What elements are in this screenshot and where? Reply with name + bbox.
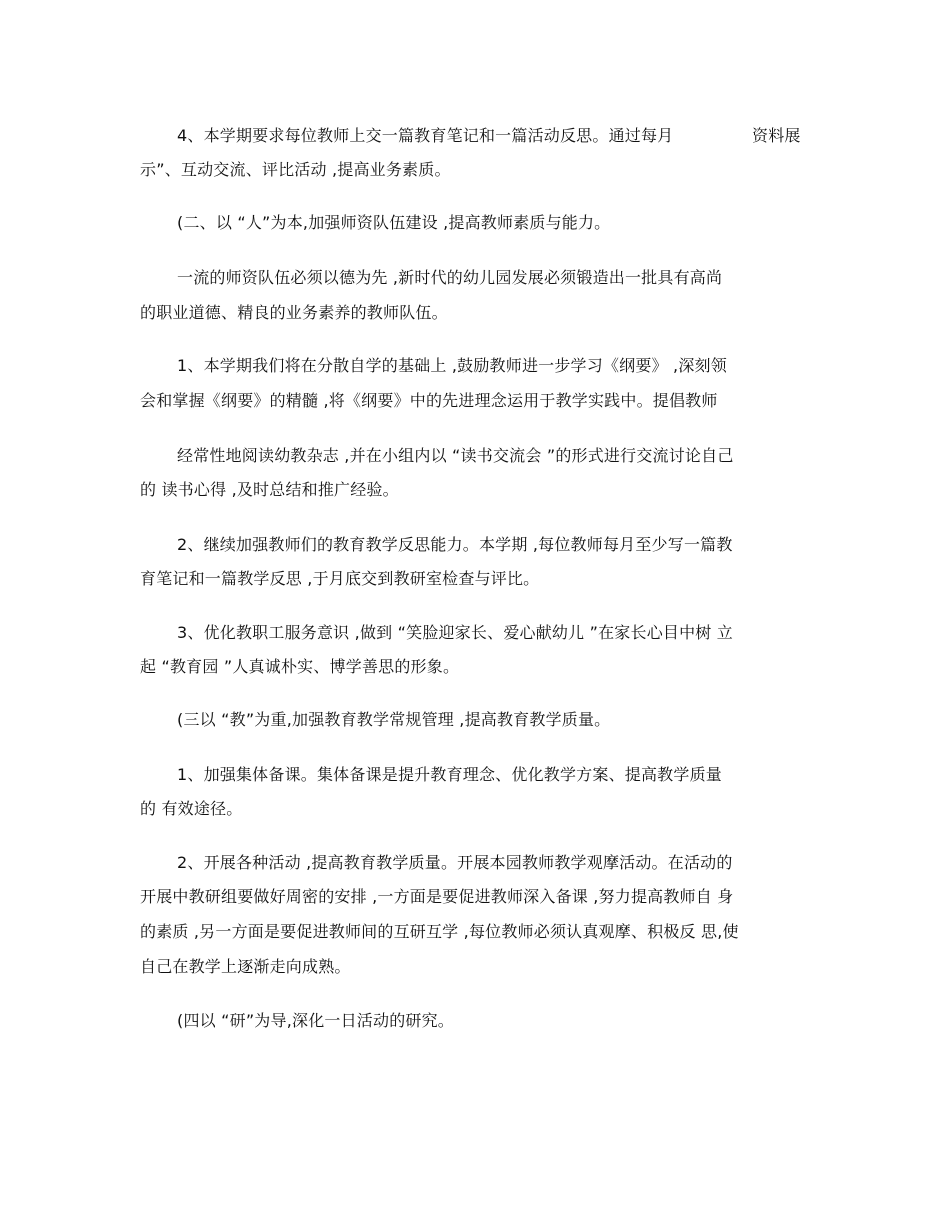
text-line: 会和掌握《纲要》的精髓 ,将《纲要》中的先进理念运用于教学实践中。提倡教师 (140, 391, 718, 410)
text-line: 3、优化教职工服务意识 ,做到 “笑脸迎家长、爱心献幼儿 ”在家长心目中树 立 (177, 623, 733, 642)
text-line: 自己在教学上逐渐走向成熟。 (140, 957, 351, 976)
text-line: 育笔记和一篇教学反思 ,于月底交到教研室检查与评比。 (140, 569, 540, 588)
text-line: 1、加强集体备课。集体备课是提升教育理念、优化教学方案、提高教学质量 (177, 765, 722, 784)
text-line: 资料展 (752, 126, 801, 145)
text-line: (三以 “教”为重,加强教育教学常规管理 ,提高教育教学质量。 (177, 710, 611, 729)
text-line: 经常性地阅读幼教杂志 ,并在小组内以 “读书交流会 ”的形式进行交流讨论自己 (177, 446, 734, 465)
text-line: 的素质 ,另一方面是要促进教师间的互研互学 ,每位教师必须认真观摩、积极反 思,使 (140, 922, 739, 941)
text-line: 开展中教研组要做好周密的安排 ,一方面是要促进教师深入备课 ,努力提高教师自 身 (140, 887, 734, 906)
text-line: 的职业道德、精良的业务素养的教师队伍。 (140, 303, 448, 322)
text-line: 1、本学期我们将在分散自学的基础上 ,鼓励教师进一步学习《纲要》 ,深刻领 (177, 356, 727, 375)
text-line: 的 有效途径。 (140, 799, 243, 818)
text-line: (二、以 “人”为本,加强师资队伍建设 ,提高教师素质与能力。 (177, 213, 611, 232)
text-line: 起 “教育园 ”人真诚朴实、博学善思的形象。 (140, 657, 460, 676)
text-line: 4、本学期要求每位教师上交一篇教育笔记和一篇活动反思。通过每月 (177, 126, 674, 145)
text-line: 2、开展各种活动 ,提高教育教学质量。开展本园教师教学观摩活动。在活动的 (177, 853, 733, 872)
text-line: 示”、互动交流、评比活动 ,提高业务素质。 (140, 160, 451, 179)
text-line: 的 读书心得 ,及时总结和推广经验。 (140, 480, 399, 499)
text-line: 一流的师资队伍必须以德为先 ,新时代的幼儿园发展必须锻造出一批具有高尚 (177, 268, 723, 287)
text-line: 2、继续加强教师们的教育教学反思能力。本学期 ,每位教师每月至少写一篇教 (177, 535, 733, 554)
text-line: (四以 “研”为导,深化一日活动的研究。 (177, 1011, 454, 1030)
